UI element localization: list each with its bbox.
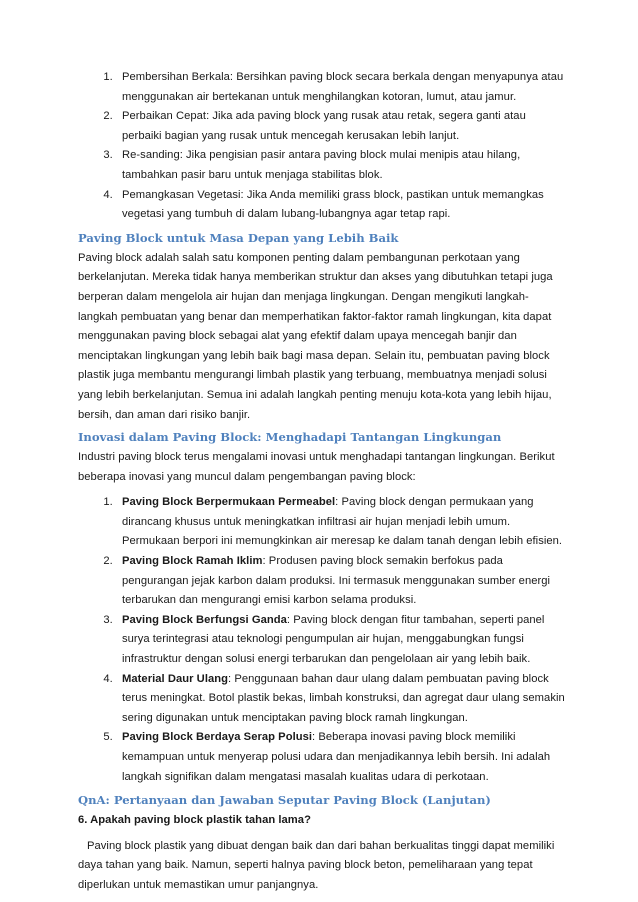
innovation-intro: Industri paving block terus mengalami inovasi untuk menghadapi tantangan lingkungan. Berikut beberapa inovasi yang muncul dalam pengembangan paving block:	[78, 451, 555, 483]
item-text: : Penggunaan bahan daur ulang dalam pembuatan paving block terus meningkat. Botol plastik bekas, limbah konstruksi, dan agregat daur ulang semakin sering digunakan untuk menciptakan paving block ramah lingkungan.	[122, 672, 565, 724]
qna-answer: Paving block plastik yang dibuat dengan baik dan dari bahan berkualitas tinggi dapat memiliki daya tahan yang baik. Namun, seperti halnya paving block beton, pemeliharaan yang tepat diperlukan untuk memastikan umur panjangnya.	[78, 839, 555, 891]
list-item: 4. Pemangkasan Vegetasi: Jika Anda memiliki grass block, pastikan untuk memangkas vegetasi yang tumbuh di dalam lubang-lubangnya agar tetap rapi.	[116, 186, 566, 225]
item-text: : Paving block dengan fitur tambahan, seperti panel surya terintegrasi atau teknologi pengumpulan air hujan, menggabungkan fungsi infrastruktur dengan solusi energi terbarukan dan pengelolaan air yang lebih baik.	[122, 613, 545, 666]
innovation-list	[78, 493, 566, 787]
item-text: : Paving block dengan permukaan yang dirancang khusus untuk meningkatkan infiltrasi air hujan menjadi lebih umum. Permukaan berpori ini memungkinkan air meresap ke dalam tanah dengan lebih efisien.	[122, 496, 563, 548]
list-item: 2. Perbaikan Cepat: Jika ada paving block yang rusak atau retak, segera ganti atau perbaiki bagian yang rusak untuk mencegah kerusakan lebih lanjut.	[116, 107, 566, 146]
list-item	[116, 728, 566, 787]
item-text: : Beberapa inovasi paving block memiliki kemampuan untuk menyerap polusi udara dan menjadikannya lebih bersih. Ini adalah langkah signifikan dalam mengatasi masalah kualitas udara di perkotaan.	[122, 731, 551, 783]
list-item	[116, 552, 566, 611]
list-item	[116, 611, 566, 670]
page-content	[78, 68, 566, 896]
list-item	[116, 493, 566, 552]
list-item	[116, 670, 566, 729]
section-heading-innovation: Inovasi dalam Paving Block: Menghadapi Tantangan Lingkungan	[78, 430, 502, 445]
qna-question: 6. Apakah paving block plastik tahan lama?	[78, 814, 311, 827]
item-text: : Produsen paving block semakin berfokus pada pengurangan jejak karbon dalam produksi. Ini termasuk menggunakan sumber energi terbarukan dan mengurangi emisi karbon selama produksi.	[122, 555, 551, 607]
section-heading-qna: QnA: Pertanyaan dan Jawaban Seputar Paving Block (Lanjutan)	[78, 793, 491, 808]
item-title: Material Daur Ulang	[122, 672, 229, 685]
list-item: 3. Re-sanding: Jika pengisian pasir antara paving block mulai menipis atau hilang, tambahkan pasir baru untuk menjaga stabilitas blok.	[116, 146, 566, 185]
section-heading-future: Paving Block untuk Masa Depan yang Lebih Baik	[78, 230, 399, 245]
item-title: Paving Block Berdaya Serap Polusi	[122, 731, 313, 744]
item-title: Paving Block Ramah Iklim	[122, 555, 263, 568]
maintenance-list	[78, 68, 566, 225]
list-item: 1. Pembersihan Berkala: Bersihkan paving block secara berkala dengan menyapunya atau menggunakan air bertekanan untuk menghilangkan kotoran, lumut, atau jamur.	[116, 68, 566, 107]
future-paragraph: Paving block adalah salah satu komponen penting dalam pembangunan perkotaan yang berkelanjutan. Mereka tidak hanya memberikan struktur dan akses yang dibutuhkan tetapi juga berperan dalam mengelola air hujan dan menjaga lingkungan. Dengan mengikuti langkah-langkah pembuatan yang benar dan memperhatikan faktor-faktor ramah lingkungan, kita dapat menggunakan paving block sebagai alat yang efektif dalam upaya mencegah banjir dan menciptakan lingkungan yang lebih baik bagi masa depan. Selain itu, pembuatan paving block plastik juga membantu mengurangi limbah plastik yang terbuang, membuatnya menjadi solusi yang lebih berkelanjutan. Semua ini adalah langkah penting menuju kota-kota yang lebih hijau, bersih, dan aman dari risiko banjir.	[78, 251, 553, 421]
item-title: Paving Block Berpermukaan Permeabel	[122, 496, 336, 509]
item-title: Paving Block Berfungsi Ganda	[122, 613, 287, 626]
